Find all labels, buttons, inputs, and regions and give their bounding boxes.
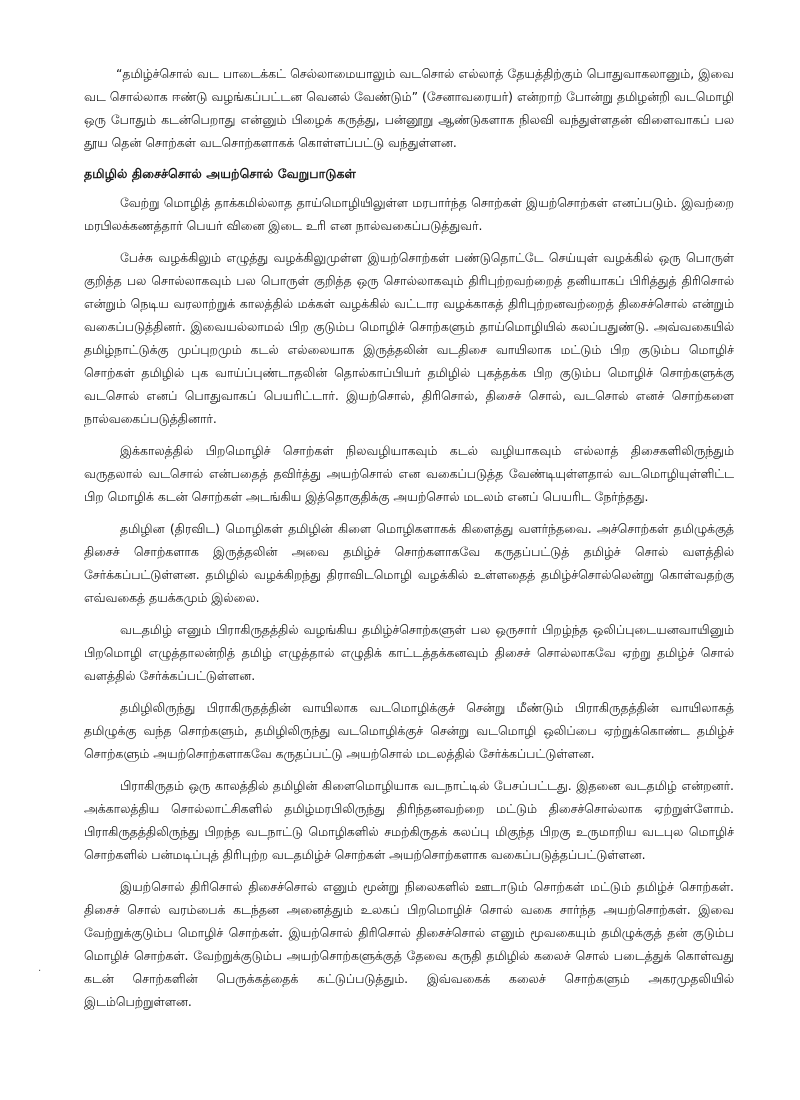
paragraph-native-words: வேற்று மொழித் தாக்கமில்லாத தாய்மொழியிலுள்ள மரபார்ந்த சொற்கள் இயற்சொற்கள் எனப்படும். இவற்றை மரபிலக்கணத்தார் பெயர் வினை இடை உரி என நால்வகைப்படுத்துவர். xyxy=(84,195,734,233)
paragraph-classification-summary: இயற்சொல் திரிசொல் திசைச்சொல் எனும் மூன்று நிலைகளில் ஊடாடும் சொற்கள் மட்டும் தமிழ்ச் சொற்கள். திசைச் சொல் வரம்பைக் கடந்தன அனைத்தும் உலகப் பிறமொழிச் சொல் வகை சார்ந்த அயற்சொற்கள். இவை வேற்றுக்குடும்ப மொழிச் சொற்கள். இயற்சொல் திரிசொல் திசைச்சொல் எனும் மூவகையும் தமிழுக்குத் தன் குடும்ப மொழிச் சொற்கள். வேற்றுக்குடும்ப அயற்சொற்களுக்குத் தேவை கருதி தமிழில் கலைச் சொல் படைத்துக் கொள்வது கடன் சொற்களின் பெருக்கத்தைக் கட்டுப்படுத்தும். இவ்வகைக் கலைச் சொற்களும் அகரமுதலியில் இடம்பெற்றுள்ளன. xyxy=(84,879,734,1009)
paragraph-four-word-types: பேச்சு வழக்கிலும் எழுத்து வழக்கிலுமுள்ள இயற்சொற்கள் பண்டுதொட்டே செய்யுள் வழக்கில் ஒரு பொருள் குறித்த பல சொல்லாகவும் பல பொருள் குறித்த ஒரு சொல்லாகவும் திரிபுற்றவற்றைத் தனியாகப் பிரித்துத் திரிசொல் என்றும் நெடிய வரலாற்றுக் காலத்தில் மக்கள் வழக்கில் வட்டார வழக்காகத் திரிபுற்றனவற்றைத் திசைச்சொல் என்றும் வகைப்படுத்தினர். இவையல்லாமல் பிற குடும்ப மொழிச் சொற்களும் தாய்மொழியில் கலப்பதுண்டு. அவ்வகையில் தமிழ்நாட்டுக்கு முப்புறமும் கடல் எல்லையாக இருத்தலின் வடதிசை வாயிலாக மட்டும் பிற குடும்ப மொழிச் சொற்கள் தமிழில் புக வாய்ப்புண்டாதலின் தொல்காப்பியர் தமிழில் புகத்தக்க பிற குடும்ப மொழிச் சொற்களுக்கு வடசொல் எனப் பொதுவாகப் பெயரிட்டார். இயற்சொல், திரிசொல், திசைச் சொல், வடசொல் எனச் சொற்களை நால்வகைப்படுத்தினார். xyxy=(84,250,734,426)
paragraph-foreign-words-volume: இக்காலத்தில் பிறமொழிச் சொற்கள் நிலவழியாகவும் கடல் வழியாகவும் எல்லாத் திசைகளிலிருந்தும் வருதலால் வடசொல் என்பதைத் தவிர்த்து அயற்சொல் என வகைப்படுத்த வேண்டியுள்ளதால் வடமொழியுள்ளிட்ட பிற மொழிக் கடன் சொற்கள் அடங்கிய இத்தொகுதிக்கு அயற்சொல் மடலம் எனப் பெயரிட நேர்ந்தது. xyxy=(84,443,734,504)
paragraph-returned-words: தமிழிலிருந்து பிராகிருதத்தின் வாயிலாக வடமொழிக்குச் சென்று மீண்டும் பிராகிருதத்தின் வாயிலாகத் தமிழுக்கு வந்த சொற்களும், தமிழிலிருந்து வடமொழிக்குச் சென்று வடமொழி ஒலிப்பை ஏற்றுக்கொண்ட தமிழ்ச் சொற்களும் அயற்சொற்களாகவே கருதப்பட்டு அயற்சொல் மடலத்தில் சேர்க்கப்பட்டுள்ளன. xyxy=(84,700,734,761)
intro-quote-paragraph: “தமிழ்ச்சொல் வட பாடைக்கட் செல்லாமையாலும் வடசொல் எல்லாத் தேயத்திற்கும் பொதுவாகலானும், இவை வட சொல்லாக ஈண்டு வழங்கப்பட்டன வெனல் வேண்டும்” (சேனாவரையர்) என்றாற் போன்று தமிழன்றி வடமொழி ஒரு போதும் கடன்பெறாது என்னும் பிழைக் கருத்து, பன்னூறு ஆண்டுகளாக நிலவி வந்துள்ளதன் விளைவாகப் பல தூய தென் சொற்கள் வடசொற்களாகக் கொள்ளப்பட்டு வந்துள்ளன. xyxy=(84,66,734,150)
margin-mark: · xyxy=(38,966,42,977)
paragraph-vadatamil: வடதமிழ் எனும் பிராகிருதத்தில் வழங்கிய தமிழ்ச்சொற்களுள் பல ஒருசார் பிறழ்ந்த ஒலிப்புடையனவாயினும் பிறமொழி எழுத்தாலன்றித் தமிழ் எழுத்தால் எழுதிக் காட்டத்தக்கனவும் திசைச் சொல்லாகவே ஏற்று தமிழ்ச் சொல் வளத்தில் சேர்க்கப்பட்டுள்ளன. xyxy=(84,622,734,683)
document-page xyxy=(84,62,734,1022)
section-heading: தமிழில் திசைச்சொல் அயற்சொல் வேறுபாடுகள் xyxy=(84,166,356,181)
paragraph-prakrit: பிராகிருதம் ஒரு காலத்தில் தமிழின் கிளைமொழியாக வடநாட்டில் பேசப்பட்டது. இதனை வடதமிழ் என்றனர். அக்காலத்திய சொல்லாட்சிகளில் தமிழ்மரபிலிருந்து திரிந்தனவற்றை மட்டும் திசைச்சொல்லாக ஏற்றுள்ளோம். பிராகிருதத்திலிருந்து பிறந்த வடநாட்டு மொழிகளில் சமற்கிருதக் கலப்பு மிகுந்த பிறகு உருமாறிய வடபுல மொழிச் சொற்களில் பன்மடிப்புத் திரிபுற்ற வடதமிழ்ச் சொற்கள் அயற்சொற்களாக வகைப்படுத்தப்பட்டுள்ளன. xyxy=(84,778,734,862)
paragraph-dravidian-languages: தமிழின (திரவிட) மொழிகள் தமிழின் கிளை மொழிகளாகக் கிளைத்து வளர்ந்தவை. அச்சொற்கள் தமிழுக்குத் திசைச் சொற்களாக இருத்தலின் அவை தமிழ்ச் சொற்களாகவே கருதப்பட்டுத் தமிழ்ச் சொல் வளத்தில் சேர்க்கப்பட்டுள்ளன. தமிழில் வழக்கிறந்து திராவிடமொழி வழக்கில் உள்ளதைத் தமிழ்ச்சொல்லென்று கொள்வதற்கு எவ்வகைத் தயக்கமும் இல்லை. xyxy=(84,521,734,605)
